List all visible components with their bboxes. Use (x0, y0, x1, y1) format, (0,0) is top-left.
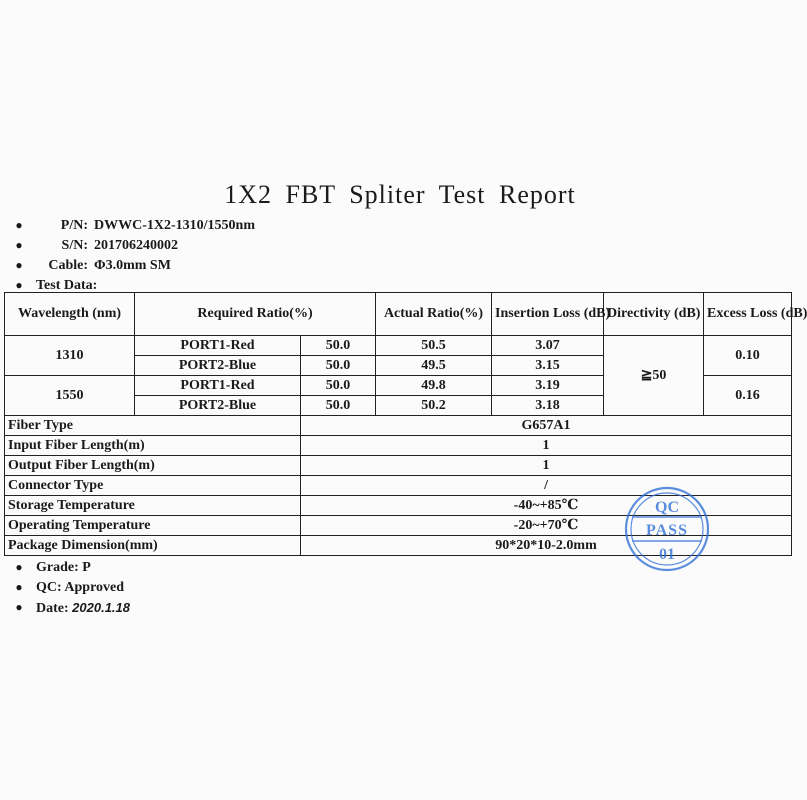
spec-value: -40~+85℃ (301, 496, 792, 516)
spec-value: 1 (301, 456, 792, 476)
port-cell: PORT2-Blue (135, 356, 301, 376)
port-cell: PORT1-Red (135, 336, 301, 356)
report-footer-fields (12, 560, 412, 620)
date-label-text: Date: (36, 601, 69, 616)
actual-ratio-cell: 49.5 (376, 356, 492, 376)
bullet-icon: ● (15, 218, 23, 232)
cable-value: Φ3.0mm SM (94, 258, 171, 273)
required-ratio-cell: 50.0 (301, 336, 376, 356)
spec-label: Output Fiber Length(m) (5, 456, 301, 476)
required-ratio-cell: 50.0 (301, 396, 376, 416)
bullet-icon: ● (15, 600, 23, 614)
stamp-pass-text: PASS (646, 522, 688, 539)
actual-ratio-cell: 50.5 (376, 336, 492, 356)
actual-ratio-cell: 50.2 (376, 396, 492, 416)
grade-field (12, 560, 412, 580)
spec-value: 1 (301, 436, 792, 456)
spec-label: Input Fiber Length(m) (5, 436, 301, 456)
qc-label (36, 580, 124, 596)
stamp-text (646, 499, 688, 563)
required-ratio-cell: 50.0 (301, 356, 376, 376)
required-ratio-header: Required Ratio(%) (135, 293, 376, 336)
bullet-icon: ● (15, 258, 23, 272)
insertion-loss-cell: 3.19 (492, 376, 604, 396)
insertion-loss-cell: 3.15 (492, 356, 604, 376)
part-number-value: DWWC-1X2-1310/1550nm (94, 218, 255, 233)
excess-loss-cell: 0.16 (704, 376, 792, 416)
qc-value: Approved (64, 580, 125, 595)
report-title: 1X2 FBT Spliter Test Report (224, 180, 576, 209)
date-label (36, 600, 130, 617)
report-header-fields (12, 218, 412, 298)
stamp-number-text: 01 (659, 546, 675, 563)
date-value: 2020.1.18 (72, 600, 130, 615)
spec-value: -20~+70℃ (301, 516, 792, 536)
cable-field (12, 258, 412, 278)
spec-value: 90*20*10-2.0mm (301, 536, 792, 556)
grade-label (36, 560, 91, 576)
spec-label: Storage Temperature (5, 496, 301, 516)
actual-ratio-cell: 49.8 (376, 376, 492, 396)
insertion-loss-header: Insertion Loss (dB) (492, 293, 604, 336)
stamp-qc-text: QC (655, 499, 679, 516)
grade-label-text: Grade: (36, 560, 79, 575)
excess-loss-cell: 0.10 (704, 336, 792, 376)
spec-label: Connector Type (5, 476, 301, 496)
qc-label-text: QC: (36, 580, 62, 595)
spec-row-output-fiber-length (5, 456, 792, 476)
date-field (12, 600, 412, 620)
insertion-loss-cell: 3.18 (492, 396, 604, 416)
serial-number-field (12, 238, 412, 258)
spec-value: G657A1 (301, 416, 792, 436)
spec-row-input-fiber-length (5, 436, 792, 456)
grade-value: P (82, 560, 91, 575)
spec-label: Fiber Type (5, 416, 301, 436)
qc-pass-stamp-icon (622, 484, 712, 574)
spec-label: Operating Temperature (5, 516, 301, 536)
spec-row-fiber-type (5, 416, 792, 436)
serial-number-value: 201706240002 (94, 238, 178, 253)
port-cell: PORT2-Blue (135, 396, 301, 416)
spec-value: / (301, 476, 792, 496)
part-number-label: P/N: (60, 218, 88, 233)
table-row (5, 336, 792, 356)
directivity-cell: ≧50 (604, 336, 704, 416)
test-data-label: Test Data: (36, 278, 98, 293)
qc-field (12, 580, 412, 600)
spec-label: Package Dimension(mm) (5, 536, 301, 556)
insertion-loss-cell: 3.07 (492, 336, 604, 356)
directivity-header: Directivity (dB) (604, 293, 704, 336)
cable-label: Cable: (48, 258, 88, 273)
required-ratio-cell: 50.0 (301, 376, 376, 396)
bullet-icon: ● (15, 278, 23, 292)
bullet-icon: ● (15, 238, 23, 252)
excess-loss-header: Excess Loss (dB) (704, 293, 792, 336)
port-cell: PORT1-Red (135, 376, 301, 396)
serial-number-label: S/N: (61, 238, 88, 253)
wavelength-cell: 1550 (5, 376, 135, 416)
wavelength-header: Wavelength (nm) (5, 293, 135, 336)
wavelength-cell: 1310 (5, 336, 135, 376)
actual-ratio-header: Actual Ratio(%) (376, 293, 492, 336)
part-number-field (12, 218, 412, 238)
table-header-row (5, 293, 792, 336)
bullet-icon: ● (15, 560, 23, 574)
bullet-icon: ● (15, 580, 23, 594)
